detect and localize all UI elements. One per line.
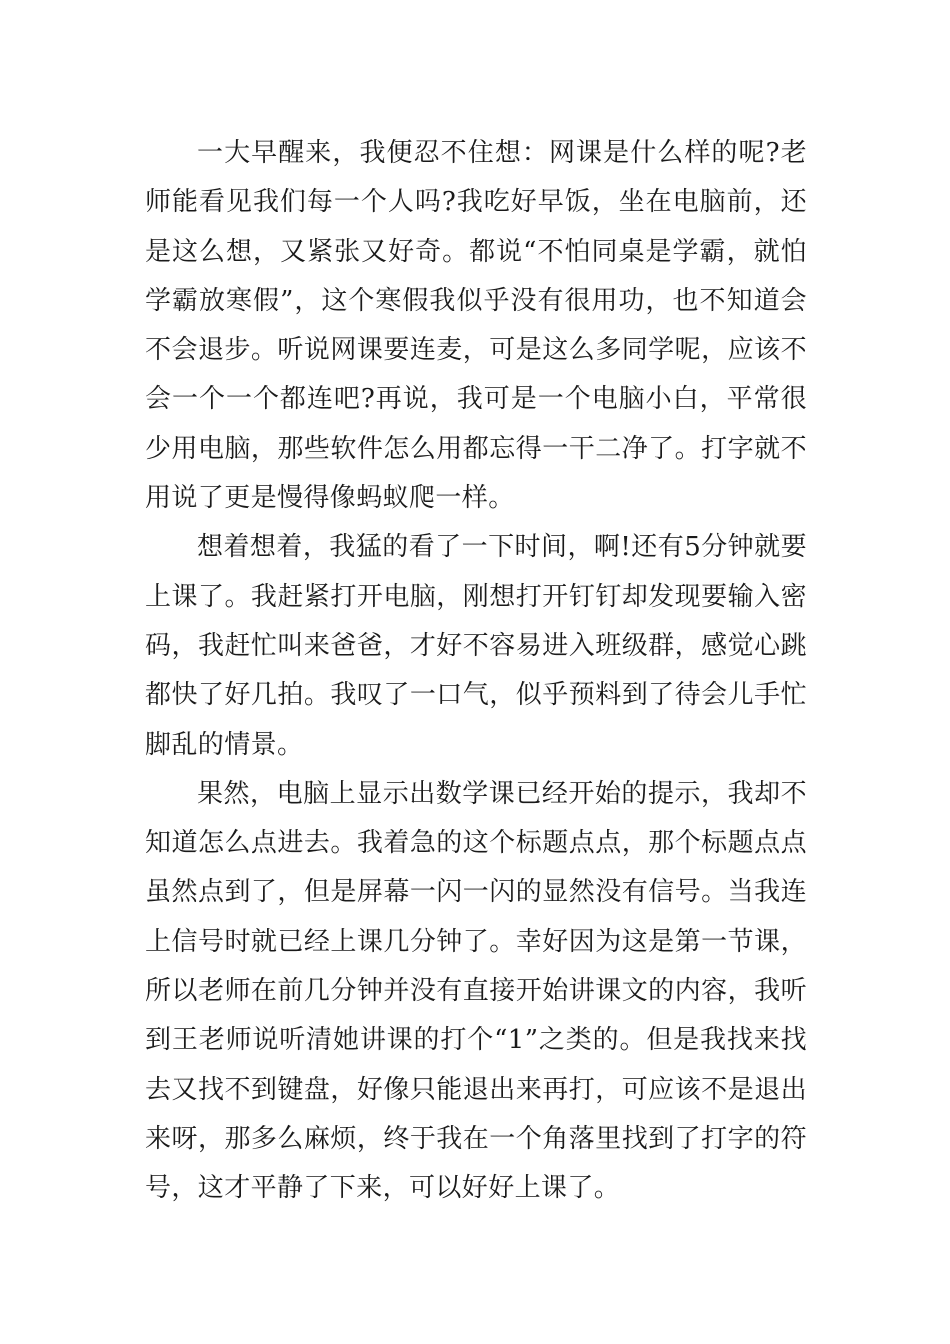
paragraph-2: 想着想着，我猛的看了一下时间，啊!还有5分钟就要上课了。我赶紧打开电脑，刚想打开钉钉却发现要输入密码，我赶忙叫来爸爸，才好不容易进入班级群，感觉心跳都快了好几拍。我叹了一口气，似乎预料到了待会儿手忙脚乱的情景。 <box>145 532 807 760</box>
paragraph-1: 一大早醒来，我便忍不住想：网课是什么样的呢?老师能看见我们每一个人吗?我吃好早饭，坐在电脑前，还是这么想，又紧张又好奇。都说“不怕同桌是学霸，就怕学霸放寒假”，这个寒假我似乎没有很用功，也不知道会不会退步。听说网课要连麦，可是这么多同学呢，应该不会一个一个都连吧?再说，我可是一个电脑小白，平常很少用电脑，那些软件怎么用都忘得一干二净了。打字就不用说了更是慢得像蚂蚁爬一样。 <box>145 138 807 514</box>
essay-body <box>145 129 807 1214</box>
paragraph-3: 果然，电脑上显示出数学课已经开始的提示，我却不知道怎么点进去。我着急的这个标题点点，那个标题点点虽然点到了，但是屏幕一闪一闪的显然没有信号。当我连上信号时就已经上课几分钟了。幸好因为这是第一节课，所以老师在前几分钟并没有直接开始讲课文的内容，我听到王老师说听清她讲课的打个“1”之类的。但是我找来找去又找不到键盘，好像只能退出来再打，可应该不是退出来呀，那多么麻烦，终于我在一个角落里找到了打字的符号，这才平静了下来，可以好好上课了。 <box>145 778 807 1204</box>
